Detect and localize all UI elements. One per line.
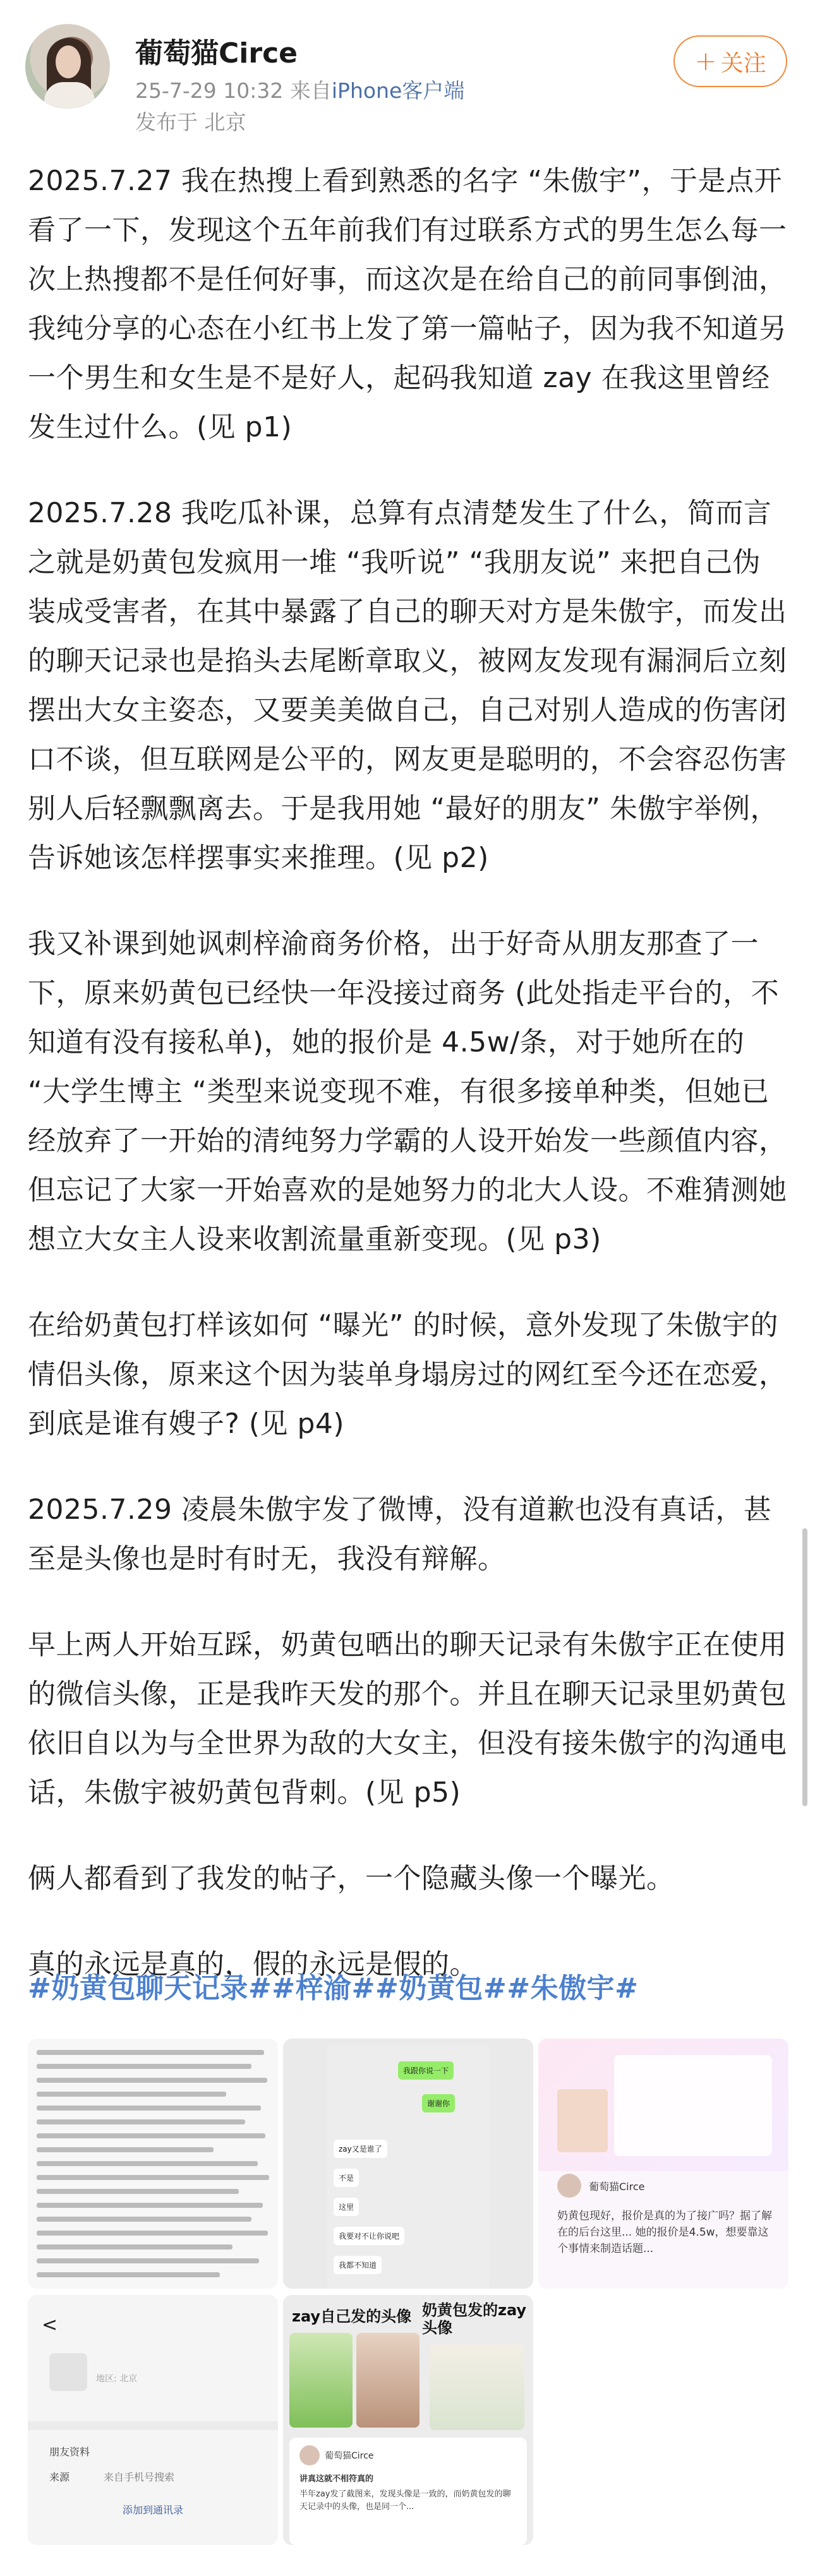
- post-location: 发布于 北京: [135, 110, 246, 135]
- contact-row-value: 来自手机号搜索: [104, 2471, 175, 2483]
- chat-bubble: 这里: [334, 2198, 359, 2216]
- post-image-p1[interactable]: [28, 2039, 278, 2289]
- avatar-body: [44, 82, 95, 109]
- chat-bubble: zay又是谁了: [334, 2140, 387, 2158]
- post-paragraph: 2025.7.27 我在热搜上看到熟悉的名字 “朱傲宇”，于是点开看了一下，发现这个五年前我们有过联系方式的男生怎么每一次上热搜都不是任何好事，而这次是在给自己的前同事倒油，我纯分享的心态在小红书上发了第一篇帖子，因为我不知道另一个男生和女生是不是好人，起码我知道 zay 在我这里曾经发生过什么。(见 p1): [28, 165, 787, 443]
- chat-bubble: 我跟你说一下: [398, 2061, 454, 2080]
- profile-text: 奶黄包现好，报价是真的为了接广吗？据了解在的后台这里... 她的报价是4.5w，想要靠这个事情来制造话题...: [557, 2210, 772, 2255]
- chat-bubble: 谢谢你: [422, 2094, 455, 2112]
- post-timestamp: 25-7-29 10:32: [135, 78, 284, 103]
- profile-photo: [557, 2089, 608, 2152]
- back-icon: <: [42, 2314, 58, 2336]
- follow-label: 关注: [720, 50, 766, 76]
- add-contact-button: 添加到通讯录: [122, 2504, 183, 2516]
- client-link[interactable]: iPhone客户端: [331, 78, 465, 103]
- card-name: 葡萄猫Circe: [325, 2451, 374, 2461]
- collage-label-right: 奶黄包发的zay头像: [422, 2301, 527, 2337]
- post-paragraph: 俩人都看到了我发的帖子，一个隐藏头像一个曝光。: [28, 1862, 675, 1895]
- post-paragraph: 真的永远是真的，假的永远是假的。: [28, 1948, 478, 1980]
- avatar-photo-green: [289, 2333, 353, 2428]
- post-image-p3[interactable]: [538, 2039, 788, 2289]
- contact-row-label: 来源: [49, 2471, 70, 2483]
- card-body: 半年zay发了截图来，发现头像是一致的，而奶黄包发的聊天记录中的头像，也是同一个...: [299, 2489, 511, 2512]
- avatar: [557, 2174, 581, 2198]
- post-image-p5[interactable]: [283, 2295, 533, 2545]
- avatar: [299, 2445, 320, 2465]
- chat-bubble: 不是: [334, 2169, 359, 2187]
- avatar-face: [56, 45, 81, 78]
- post-paragraph: 在给奶黄包打样该如何 “曝光” 的时候，意外发现了朱傲宇的情侣头像，原来这个因为装单身塌房过的网红至今还在恋爱，到底是谁有嫂子? (见 p4): [28, 1309, 787, 1440]
- post-paragraph: 早上两人开始互踩，奶黄包晒出的聊天记录有朱傲宇正在使用的微信头像，正是我昨天发的那个。并且在聊天记录里奶黄包依旧自以为与全世界为敌的大女主，但没有接朱傲宇的沟通电话，朱傲宇被奶黄包背刺。(见 p5): [28, 1629, 787, 1809]
- post-card: [289, 2438, 527, 2545]
- hashtag-links[interactable]: #奶黄包聊天记录##梓渝##奶黄包##朱傲宇#: [28, 1972, 639, 2004]
- card-text: [299, 2473, 517, 2513]
- collage-label-left: zay自己发的头像: [292, 2308, 412, 2325]
- post-paragraph: 2025.7.28 我吃瓜补课，总算有点清楚发生了什么，简而言之就是奶黄包发疯用一堆 “我听说” “我朋友说” 来把自己伪装成受害者，在其中暴露了自己的聊天对方是朱傲宇，而发出的聊天记录也是掐头去尾断章取义，被网友发现有漏洞后立刻摆出大女主姿态，又要美美做自己，自己对别人造成的伤害闭口不谈，但互联网是公平的，网友更是聪明的，不会容忍伤害别人后轻飘飘离去。于是我用她 “最好的朋友” 朱傲宇举例，告诉她该怎样摆事实来推理。(见 p2): [28, 497, 787, 874]
- plus-icon: +: [694, 45, 717, 76]
- post-body: [28, 157, 787, 2026]
- contact-row-label: 朋友资料: [49, 2446, 90, 2458]
- chat-bubble: 我要对不让你说吧: [334, 2227, 404, 2245]
- chat-bubble: 我都不知道: [334, 2256, 382, 2274]
- user-avatar[interactable]: [25, 24, 110, 109]
- contact-avatar: [49, 2353, 87, 2391]
- post-image-p4[interactable]: [28, 2295, 278, 2545]
- contact-region: 地区: 北京: [96, 2374, 138, 2384]
- chat-screenshot: [327, 2045, 489, 2289]
- divider: [28, 2421, 278, 2430]
- post-paragraph: 2025.7.29 凌晨朱傲宇发了微博，没有道歉也没有真话，甚至是头像也是时有时无，我没有辩解。: [28, 1494, 772, 1575]
- post-header: [0, 0, 815, 145]
- profile-name: 葡萄猫Circe: [589, 2181, 645, 2193]
- post-paragraph: 我又补课到她讽刺梓渝商务价格，出于好奇从朋友那查了一下，原来奶黄包已经快一年没接过商务 (此处指走平台的，不知道有没有接私单)，她的报价是 4.5w/条，对于她所在的 “大学生博主 “类型来说变现不难，有很多接单种类，但她已经放弃了一开始的清纯努力学霸的人设开始发一些颜值内容，但忘记了大家一开始喜欢的是她努力的北大人设。不难猜测她想立大女主人设来收割流量重新变现。(见 p3): [28, 928, 787, 1255]
- source-prefix: 来自: [289, 78, 332, 103]
- post-image-p2[interactable]: [283, 2039, 533, 2289]
- scrollbar[interactable]: [802, 1528, 807, 1806]
- avatar-photo-right: [430, 2344, 524, 2430]
- profile-panel: [614, 2055, 772, 2156]
- username[interactable]: 葡萄猫Circe: [135, 37, 298, 69]
- avatar-photo-cat: [356, 2333, 420, 2428]
- follow-button[interactable]: [673, 35, 787, 87]
- post-meta: [135, 75, 464, 104]
- card-title: 讲真这就不相符真的: [299, 2474, 374, 2484]
